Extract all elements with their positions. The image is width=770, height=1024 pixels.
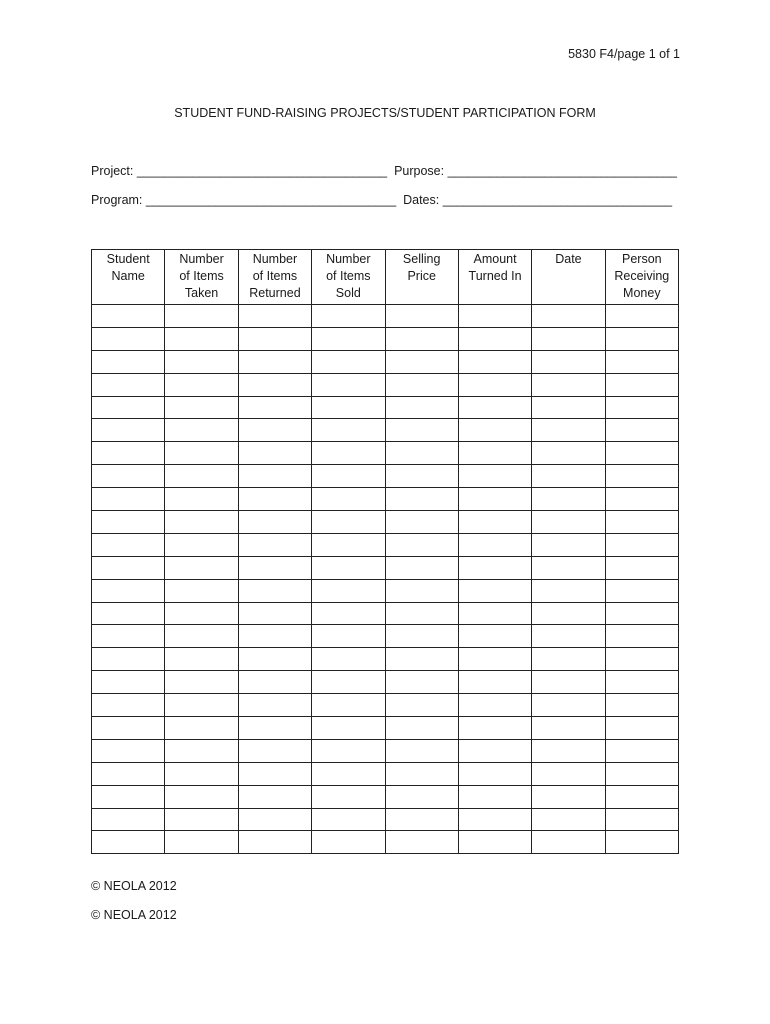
table-cell-items-sold[interactable]: [312, 579, 385, 602]
table-cell-date[interactable]: [532, 602, 605, 625]
table-cell-items-taken[interactable]: [165, 556, 238, 579]
table-cell-date[interactable]: [532, 511, 605, 534]
table-cell-amount-turned-in[interactable]: [458, 785, 531, 808]
column-header-line: Sold: [335, 286, 361, 300]
column-header-line: Receiving: [614, 269, 670, 283]
table-cell-selling-price[interactable]: [385, 762, 458, 785]
table-cell-person-receiving-money[interactable]: [605, 373, 678, 396]
table-cell-items-sold[interactable]: [312, 717, 385, 740]
table-cell-student-name[interactable]: [92, 808, 165, 831]
table-cell-items-taken[interactable]: [165, 739, 238, 762]
table-cell-student-name[interactable]: [92, 556, 165, 579]
table-cell-amount-turned-in[interactable]: [458, 465, 531, 488]
column-header-amount-turned-in: [458, 250, 531, 305]
table-row: [92, 694, 679, 717]
column-header-line: Price: [407, 269, 436, 283]
table-cell-person-receiving-money[interactable]: [605, 327, 678, 350]
table-cell-date[interactable]: [532, 625, 605, 648]
table-cell-student-name[interactable]: [92, 625, 165, 648]
table-cell-person-receiving-money[interactable]: [605, 602, 678, 625]
table-cell-student-name[interactable]: [92, 762, 165, 785]
table-cell-amount-turned-in[interactable]: [458, 419, 531, 442]
table-cell-person-receiving-money[interactable]: [605, 305, 678, 328]
table-cell-selling-price[interactable]: [385, 465, 458, 488]
table-cell-items-returned[interactable]: [238, 602, 311, 625]
column-header-line: Person: [622, 252, 662, 266]
table-cell-items-returned[interactable]: [238, 717, 311, 740]
table-cell-items-taken[interactable]: [165, 511, 238, 534]
table-cell-student-name[interactable]: [92, 305, 165, 328]
table-cell-items-returned[interactable]: [238, 327, 311, 350]
table-cell-selling-price[interactable]: [385, 419, 458, 442]
column-header-date: [532, 250, 605, 305]
table-cell-items-taken[interactable]: [165, 671, 238, 694]
table-cell-items-returned[interactable]: [238, 465, 311, 488]
table-cell-selling-price[interactable]: [385, 305, 458, 328]
table-cell-items-returned[interactable]: [238, 694, 311, 717]
table-cell-student-name[interactable]: [92, 831, 165, 854]
table-row: [92, 327, 679, 350]
table-cell-items-taken[interactable]: [165, 442, 238, 465]
table-cell-amount-turned-in[interactable]: [458, 717, 531, 740]
table-cell-person-receiving-money[interactable]: [605, 556, 678, 579]
table-row: [92, 602, 679, 625]
table-cell-date[interactable]: [532, 717, 605, 740]
table-cell-items-returned[interactable]: [238, 808, 311, 831]
table-cell-selling-price[interactable]: [385, 556, 458, 579]
table-cell-date[interactable]: [532, 442, 605, 465]
table-cell-student-name[interactable]: [92, 442, 165, 465]
table-cell-items-returned[interactable]: [238, 511, 311, 534]
table-row: [92, 831, 679, 854]
table-cell-person-receiving-money[interactable]: [605, 648, 678, 671]
table-cell-items-taken[interactable]: [165, 465, 238, 488]
table-cell-items-taken[interactable]: [165, 648, 238, 671]
table-cell-date[interactable]: [532, 808, 605, 831]
table-row: [92, 671, 679, 694]
column-header-line: Number: [326, 252, 371, 266]
table-cell-items-returned[interactable]: [238, 556, 311, 579]
table-cell-selling-price[interactable]: [385, 717, 458, 740]
table-cell-person-receiving-money[interactable]: [605, 717, 678, 740]
column-header-line: Selling: [402, 252, 441, 266]
table-cell-items-taken[interactable]: [165, 762, 238, 785]
table-cell-amount-turned-in[interactable]: [458, 625, 531, 648]
table-cell-person-receiving-money[interactable]: [605, 350, 678, 373]
table-cell-items-sold[interactable]: [312, 785, 385, 808]
table-cell-selling-price[interactable]: [385, 396, 458, 419]
table-cell-date[interactable]: [532, 556, 605, 579]
table-cell-items-returned[interactable]: [238, 625, 311, 648]
table-cell-person-receiving-money[interactable]: [605, 739, 678, 762]
table-cell-items-returned[interactable]: [238, 671, 311, 694]
table-cell-amount-turned-in[interactable]: [458, 511, 531, 534]
table-cell-amount-turned-in[interactable]: [458, 694, 531, 717]
table-cell-student-name[interactable]: [92, 694, 165, 717]
table-cell-items-sold[interactable]: [312, 350, 385, 373]
table-cell-items-returned[interactable]: [238, 419, 311, 442]
table-cell-amount-turned-in[interactable]: [458, 396, 531, 419]
table-cell-student-name[interactable]: [92, 373, 165, 396]
table-cell-items-returned[interactable]: [238, 373, 311, 396]
table-cell-items-taken[interactable]: [165, 350, 238, 373]
table-cell-person-receiving-money[interactable]: [605, 511, 678, 534]
column-header-student-name: [92, 250, 165, 305]
table-row: [92, 419, 679, 442]
column-header-line: Number: [179, 252, 224, 266]
table-row: [92, 625, 679, 648]
table-cell-date[interactable]: [532, 694, 605, 717]
table-row: [92, 762, 679, 785]
table-cell-items-taken[interactable]: [165, 488, 238, 511]
table-cell-items-taken[interactable]: [165, 808, 238, 831]
table-row: [92, 533, 679, 556]
table-cell-items-taken[interactable]: [165, 305, 238, 328]
column-header-line: Taken: [184, 286, 219, 300]
table-cell-date[interactable]: [532, 396, 605, 419]
table-cell-student-name[interactable]: [92, 648, 165, 671]
table-cell-person-receiving-money[interactable]: [605, 671, 678, 694]
table-cell-person-receiving-money[interactable]: [605, 785, 678, 808]
table-row: [92, 556, 679, 579]
column-header-selling-price: [385, 250, 458, 305]
table-cell-items-sold[interactable]: [312, 488, 385, 511]
table-header-row: [92, 250, 679, 305]
table-cell-student-name[interactable]: [92, 419, 165, 442]
table-cell-date[interactable]: [532, 373, 605, 396]
column-header-line: Amount: [473, 252, 517, 266]
column-header-line: Money: [623, 286, 661, 300]
table-cell-items-sold[interactable]: [312, 556, 385, 579]
column-header-line: of Items: [179, 269, 224, 283]
table-cell-items-returned[interactable]: [238, 396, 311, 419]
table-cell-date[interactable]: [532, 533, 605, 556]
table-cell-items-sold[interactable]: [312, 419, 385, 442]
copyright-notice: © NEOLA 2012: [91, 908, 177, 922]
table-row: [92, 717, 679, 740]
table-cell-date[interactable]: [532, 465, 605, 488]
table-cell-items-taken[interactable]: [165, 533, 238, 556]
table-cell-items-taken[interactable]: [165, 602, 238, 625]
table-cell-student-name[interactable]: [92, 533, 165, 556]
table-cell-items-sold[interactable]: [312, 465, 385, 488]
table-row: [92, 785, 679, 808]
table-cell-amount-turned-in[interactable]: [458, 808, 531, 831]
table-cell-items-taken[interactable]: [165, 625, 238, 648]
column-header-items-returned: [238, 250, 311, 305]
table-cell-items-sold[interactable]: [312, 373, 385, 396]
table-cell-student-name[interactable]: [92, 671, 165, 694]
table-cell-items-returned[interactable]: [238, 648, 311, 671]
table-cell-items-taken[interactable]: [165, 831, 238, 854]
table-row: [92, 579, 679, 602]
table-cell-date[interactable]: [532, 785, 605, 808]
table-body: [92, 305, 679, 854]
table-cell-selling-price[interactable]: [385, 739, 458, 762]
page-reference: 5830 F4/page 1 of 1: [568, 47, 680, 61]
table-cell-items-returned[interactable]: [238, 579, 311, 602]
table-cell-items-sold[interactable]: [312, 694, 385, 717]
table-cell-amount-turned-in[interactable]: [458, 350, 531, 373]
table-cell-person-receiving-money[interactable]: [605, 625, 678, 648]
table-cell-person-receiving-money[interactable]: [605, 465, 678, 488]
table-cell-amount-turned-in[interactable]: [458, 556, 531, 579]
table-cell-items-taken[interactable]: [165, 396, 238, 419]
program-dates-line[interactable]: Program: ____________________________________ Dates: _________________________________: [91, 193, 673, 207]
table-cell-items-sold[interactable]: [312, 625, 385, 648]
table-cell-student-name[interactable]: [92, 511, 165, 534]
table-cell-selling-price[interactable]: [385, 511, 458, 534]
table-cell-selling-price[interactable]: [385, 350, 458, 373]
table-cell-items-taken[interactable]: [165, 419, 238, 442]
table-cell-date[interactable]: [532, 327, 605, 350]
column-header-line: Turned In: [468, 269, 522, 283]
table-cell-items-returned[interactable]: [238, 305, 311, 328]
table-cell-amount-turned-in[interactable]: [458, 648, 531, 671]
table-cell-person-receiving-money[interactable]: [605, 396, 678, 419]
table-cell-student-name[interactable]: [92, 488, 165, 511]
table-cell-selling-price[interactable]: [385, 488, 458, 511]
column-header-line: Returned: [249, 286, 301, 300]
table-cell-amount-turned-in[interactable]: [458, 739, 531, 762]
table-cell-items-taken[interactable]: [165, 327, 238, 350]
table-cell-date[interactable]: [532, 419, 605, 442]
table-cell-date[interactable]: [532, 488, 605, 511]
column-header-line: of Items: [252, 269, 298, 283]
table-cell-date[interactable]: [532, 739, 605, 762]
table-cell-date[interactable]: [532, 831, 605, 854]
table-cell-selling-price[interactable]: [385, 808, 458, 831]
table-cell-amount-turned-in[interactable]: [458, 488, 531, 511]
table-cell-selling-price[interactable]: [385, 373, 458, 396]
table-cell-selling-price[interactable]: [385, 327, 458, 350]
table-cell-items-sold[interactable]: [312, 396, 385, 419]
table-cell-selling-price[interactable]: [385, 442, 458, 465]
table-cell-items-returned[interactable]: [238, 533, 311, 556]
table-cell-items-taken[interactable]: [165, 694, 238, 717]
table-cell-person-receiving-money[interactable]: [605, 488, 678, 511]
table-cell-student-name[interactable]: [92, 396, 165, 419]
table-cell-date[interactable]: [532, 671, 605, 694]
table-cell-items-taken[interactable]: [165, 373, 238, 396]
table-cell-items-sold[interactable]: [312, 671, 385, 694]
table-cell-student-name[interactable]: [92, 717, 165, 740]
table-cell-items-returned[interactable]: [238, 739, 311, 762]
table-cell-date[interactable]: [532, 350, 605, 373]
table-cell-student-name[interactable]: [92, 602, 165, 625]
participation-table: [91, 249, 679, 854]
table-cell-amount-turned-in[interactable]: [458, 831, 531, 854]
table-cell-items-sold[interactable]: [312, 831, 385, 854]
table-cell-person-receiving-money[interactable]: [605, 419, 678, 442]
table-cell-items-sold[interactable]: [312, 305, 385, 328]
table-cell-amount-turned-in[interactable]: [458, 762, 531, 785]
table-row: [92, 442, 679, 465]
copyright-notice: © NEOLA 2012: [91, 879, 177, 893]
table-row: [92, 648, 679, 671]
table-cell-selling-price[interactable]: [385, 602, 458, 625]
column-header-line: Number: [252, 252, 298, 266]
table-row: [92, 511, 679, 534]
table-cell-items-sold[interactable]: [312, 327, 385, 350]
table-cell-student-name[interactable]: [92, 785, 165, 808]
table-cell-person-receiving-money[interactable]: [605, 762, 678, 785]
table-cell-items-sold[interactable]: [312, 533, 385, 556]
table-cell-date[interactable]: [532, 762, 605, 785]
column-header-line: Student: [106, 252, 150, 266]
project-purpose-line[interactable]: Project: ____________________________________ Purpose: _________________________________: [91, 164, 677, 178]
table-cell-amount-turned-in[interactable]: [458, 442, 531, 465]
table-cell-items-returned[interactable]: [238, 785, 311, 808]
table-cell-items-returned[interactable]: [238, 488, 311, 511]
table-row: [92, 396, 679, 419]
column-header-items-sold: [312, 250, 385, 305]
table-cell-selling-price[interactable]: [385, 671, 458, 694]
table-cell-items-taken[interactable]: [165, 785, 238, 808]
table-cell-items-sold[interactable]: [312, 808, 385, 831]
table-cell-amount-turned-in[interactable]: [458, 533, 531, 556]
table-cell-items-sold[interactable]: [312, 762, 385, 785]
table-cell-amount-turned-in[interactable]: [458, 305, 531, 328]
table-cell-selling-price[interactable]: [385, 648, 458, 671]
table-cell-amount-turned-in[interactable]: [458, 579, 531, 602]
table-cell-amount-turned-in[interactable]: [458, 671, 531, 694]
table-cell-amount-turned-in[interactable]: [458, 373, 531, 396]
table-cell-items-returned[interactable]: [238, 442, 311, 465]
table-cell-selling-price[interactable]: [385, 831, 458, 854]
column-header-line: Name: [111, 269, 145, 283]
table-cell-person-receiving-money[interactable]: [605, 808, 678, 831]
table-cell-student-name[interactable]: [92, 579, 165, 602]
table-cell-date[interactable]: [532, 305, 605, 328]
table-cell-person-receiving-money[interactable]: [605, 442, 678, 465]
table-cell-selling-price[interactable]: [385, 785, 458, 808]
table-cell-selling-price[interactable]: [385, 694, 458, 717]
table-cell-items-sold[interactable]: [312, 442, 385, 465]
table-row: [92, 739, 679, 762]
table-cell-items-sold[interactable]: [312, 739, 385, 762]
table-cell-amount-turned-in[interactable]: [458, 327, 531, 350]
table-cell-items-sold[interactable]: [312, 511, 385, 534]
form-title: STUDENT FUND-RAISING PROJECTS/STUDENT PARTICIPATION FORM: [174, 106, 596, 120]
table-row: [92, 465, 679, 488]
table-row: [92, 305, 679, 328]
table-row: [92, 488, 679, 511]
table-cell-items-returned[interactable]: [238, 831, 311, 854]
table-cell-selling-price[interactable]: [385, 625, 458, 648]
table-cell-items-taken[interactable]: [165, 579, 238, 602]
table-cell-items-taken[interactable]: [165, 717, 238, 740]
column-header-line: Date: [555, 252, 582, 266]
table-cell-person-receiving-money[interactable]: [605, 694, 678, 717]
table-cell-person-receiving-money[interactable]: [605, 579, 678, 602]
table-cell-person-receiving-money[interactable]: [605, 831, 678, 854]
table-cell-date[interactable]: [532, 648, 605, 671]
table-cell-date[interactable]: [532, 579, 605, 602]
table-cell-student-name[interactable]: [92, 327, 165, 350]
table-cell-items-sold[interactable]: [312, 602, 385, 625]
table-row: [92, 808, 679, 831]
table-cell-student-name[interactable]: [92, 350, 165, 373]
table-cell-student-name[interactable]: [92, 739, 165, 762]
table-cell-student-name[interactable]: [92, 465, 165, 488]
table-cell-items-sold[interactable]: [312, 648, 385, 671]
table-cell-person-receiving-money[interactable]: [605, 533, 678, 556]
table-cell-amount-turned-in[interactable]: [458, 602, 531, 625]
column-header-line: of Items: [326, 269, 371, 283]
column-header-person-receiving-money: [605, 250, 678, 305]
table-cell-selling-price[interactable]: [385, 579, 458, 602]
table-cell-items-returned[interactable]: [238, 762, 311, 785]
table-row: [92, 350, 679, 373]
table-cell-items-returned[interactable]: [238, 350, 311, 373]
table-row: [92, 373, 679, 396]
table-cell-selling-price[interactable]: [385, 533, 458, 556]
column-header-items-taken: [165, 250, 238, 305]
